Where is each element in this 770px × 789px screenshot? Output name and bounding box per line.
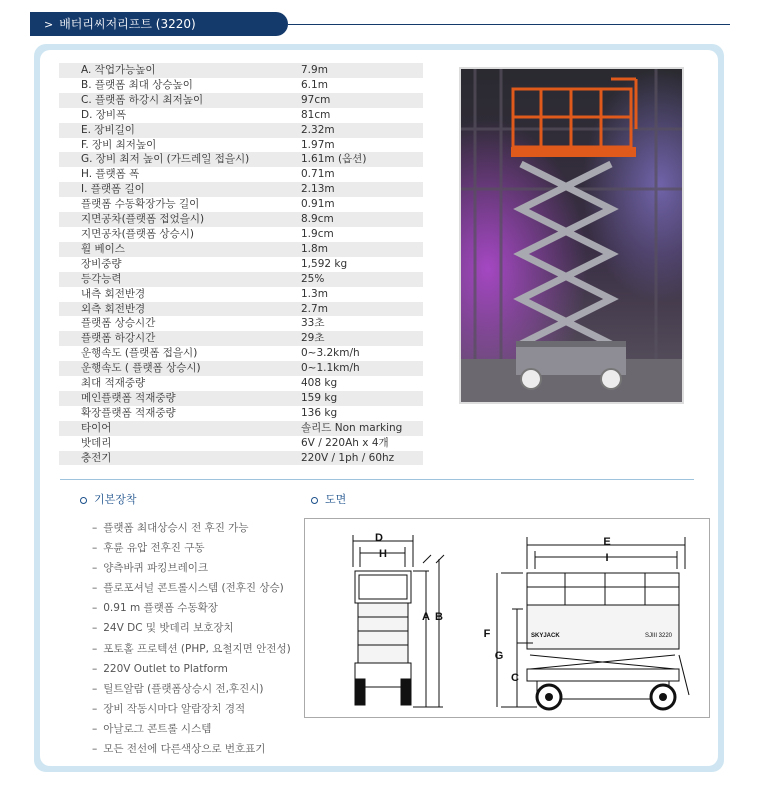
spec-label: 확장플랫폼 적재중량 <box>59 406 295 421</box>
dash-icon: – <box>92 682 98 695</box>
spec-label: F. 장비 최저높이 <box>59 138 295 153</box>
spec-value: 1.8m <box>295 242 423 257</box>
spec-row <box>59 242 423 257</box>
product-photo <box>459 67 684 404</box>
spec-row <box>59 436 423 451</box>
spec-label: 운행속도 ( 플랫폼 상승시) <box>59 361 295 376</box>
features-heading-label: 기본장착 <box>94 493 137 506</box>
spec-row <box>59 93 423 108</box>
dim-label-d: D <box>375 532 383 544</box>
spec-label: 밧데리 <box>59 436 295 451</box>
spec-row <box>59 287 423 302</box>
dash-icon: – <box>92 743 98 756</box>
model-label: SJIII 3220 <box>645 633 673 639</box>
spec-row <box>59 138 423 153</box>
spec-row <box>59 212 423 227</box>
spec-label: B. 플랫폼 최대 상승높이 <box>59 78 295 93</box>
feature-item <box>92 598 291 618</box>
spec-label: 충전기 <box>59 451 295 466</box>
spec-label: 메인플랫폼 적재중량 <box>59 391 295 406</box>
spec-label: C. 플랫폼 하강시 최저높이 <box>59 93 295 108</box>
spec-row <box>59 167 423 182</box>
spec-row <box>59 152 423 167</box>
bullet-circle-icon <box>80 497 87 504</box>
spec-value: 2.32m <box>295 123 423 138</box>
dimension-drawing <box>304 518 710 718</box>
feature-text: 포토홀 프로텍션 (PHP, 요철지면 안전성) <box>103 642 291 655</box>
spec-value: 2.7m <box>295 302 423 317</box>
spec-label: 플랫폼 하강시간 <box>59 331 295 346</box>
feature-item <box>92 538 291 558</box>
dash-icon: – <box>92 562 98 575</box>
feature-text: 모든 전선에 다른색상으로 번호표기 <box>103 743 266 756</box>
spec-value: 0.71m <box>295 167 423 182</box>
title-rule <box>288 24 730 25</box>
spec-value: 220V / 1ph / 60hz <box>295 451 423 466</box>
spec-value: 25% <box>295 272 423 287</box>
spec-row <box>59 257 423 272</box>
chevron-right-icon: > <box>44 18 54 31</box>
dash-icon: – <box>92 702 98 715</box>
spec-label: 타이어 <box>59 421 295 436</box>
features-list <box>92 518 291 759</box>
feature-text: 후륜 유압 전후진 구동 <box>103 542 205 555</box>
dim-label-e: E <box>603 536 611 548</box>
drawing-heading <box>311 491 346 507</box>
feature-item <box>92 719 291 739</box>
dim-label-b: B <box>435 611 443 623</box>
spec-row <box>59 182 423 197</box>
dim-label-g: G <box>494 650 504 662</box>
spec-row <box>59 346 423 361</box>
drawing-heading-label: 도면 <box>325 493 347 506</box>
feature-item <box>92 639 291 659</box>
dash-icon: – <box>92 622 98 635</box>
feature-item <box>92 578 291 598</box>
brand-label: SKYJACK <box>531 633 560 639</box>
spec-value: 솔리드 Non marking <box>295 421 423 436</box>
spec-label: 지면공차(플랫폼 접었을시) <box>59 212 295 227</box>
spec-value: 1.3m <box>295 287 423 302</box>
spec-value: 1.97m <box>295 138 423 153</box>
spec-label: 등각능력 <box>59 272 295 287</box>
feature-item <box>92 518 291 538</box>
feature-text: 양측바퀴 파킹브레이크 <box>103 562 209 575</box>
spec-label: 운행속도 (플랫폼 접을시) <box>59 346 295 361</box>
feature-text: 플로포셔널 콘트롤시스템 (전후진 상승) <box>103 582 284 595</box>
spec-label: 휠 베이스 <box>59 242 295 257</box>
page-title: 배터리씨저리프트 (3220) <box>59 17 196 31</box>
feature-text: 장비 작동시마다 알람장치 경적 <box>103 702 246 715</box>
dim-label-h: H <box>379 548 387 560</box>
spec-value: 408 kg <box>295 376 423 391</box>
spec-row <box>59 108 423 123</box>
spec-value: 0.91m <box>295 197 423 212</box>
spec-value: 1.9cm <box>295 227 423 242</box>
spec-table <box>59 63 423 465</box>
spec-label: D. 장비폭 <box>59 108 295 123</box>
feature-text: 플랫폼 최대상승시 전 후진 가능 <box>103 522 249 534</box>
spec-value: 0~3.2km/h <box>295 346 423 361</box>
spec-row <box>59 272 423 287</box>
spec-label: G. 장비 최저 높이 (가드레일 접을시) <box>59 152 295 167</box>
spec-row <box>59 78 423 93</box>
spec-row <box>59 227 423 242</box>
spec-value: 33초 <box>295 316 423 331</box>
spec-value: 7.9m <box>295 63 423 78</box>
spec-value: 6.1m <box>295 78 423 93</box>
feature-item <box>92 618 291 638</box>
dim-label-i: I <box>605 552 609 564</box>
feature-item <box>92 739 291 759</box>
dash-icon: – <box>92 642 98 655</box>
spec-label: A. 작업가능높이 <box>59 63 295 78</box>
spec-row <box>59 376 423 391</box>
dim-label-c: C <box>511 672 519 684</box>
spec-label: I. 플랫폼 길이 <box>59 182 295 197</box>
spec-row <box>59 361 423 376</box>
spec-value: 2.13m <box>295 182 423 197</box>
spec-label: 외측 회전반경 <box>59 302 295 317</box>
spec-value: 1,592 kg <box>295 257 423 272</box>
spec-value: 29초 <box>295 331 423 346</box>
spec-row <box>59 406 423 421</box>
feature-text: 아날로그 콘트롤 시스템 <box>103 722 212 735</box>
bullet-circle-icon <box>311 497 318 504</box>
spec-value: 8.9cm <box>295 212 423 227</box>
spec-label: 플랫폼 수동확장가능 길이 <box>59 197 295 212</box>
spec-label: E. 장비길이 <box>59 123 295 138</box>
dim-label-a: A <box>422 611 430 623</box>
spec-value: 97cm <box>295 93 423 108</box>
section-divider <box>60 479 694 480</box>
spec-label: 장비중량 <box>59 257 295 272</box>
dim-label-f: F <box>483 628 491 640</box>
spec-row <box>59 391 423 406</box>
spec-value: 1.61m (옵션) <box>295 152 423 167</box>
spec-row <box>59 197 423 212</box>
dash-icon: – <box>92 582 98 595</box>
dash-icon: – <box>92 542 98 555</box>
feature-item <box>92 558 291 578</box>
spec-row <box>59 331 423 346</box>
spec-value: 81cm <box>295 108 423 123</box>
spec-label: 지면공차(플랫폼 상승시) <box>59 227 295 242</box>
spec-row <box>59 421 423 436</box>
feature-item <box>92 699 291 719</box>
spec-label: 내측 회전반경 <box>59 287 295 302</box>
spec-label: 플랫폼 상승시간 <box>59 316 295 331</box>
spec-label: H. 플랫폼 폭 <box>59 167 295 182</box>
spec-value: 6V / 220Ah x 4개 <box>295 436 423 451</box>
spec-row <box>59 451 423 466</box>
feature-text: 220V Outlet to Platform <box>103 662 228 675</box>
feature-item <box>92 679 291 699</box>
spec-label: 최대 적재중량 <box>59 376 295 391</box>
dash-icon: – <box>92 722 98 735</box>
page-title-tab <box>30 12 288 36</box>
features-heading <box>80 491 137 507</box>
feature-text: 0.91 m 플랫폼 수동확장 <box>103 602 218 615</box>
spec-row <box>59 63 423 78</box>
dash-icon: – <box>92 662 98 675</box>
spec-value: 136 kg <box>295 406 423 421</box>
feature-text: 24V DC 및 밧데리 보호장치 <box>103 622 234 635</box>
feature-item <box>92 659 291 679</box>
dash-icon: – <box>92 602 98 615</box>
spec-row <box>59 302 423 317</box>
spec-row <box>59 123 423 138</box>
feature-text: 틸트알람 (플랫폼상승시 전,후진시) <box>103 682 264 695</box>
spec-value: 0~1.1km/h <box>295 361 423 376</box>
dash-icon: – <box>92 522 98 534</box>
spec-row <box>59 316 423 331</box>
spec-value: 159 kg <box>295 391 423 406</box>
